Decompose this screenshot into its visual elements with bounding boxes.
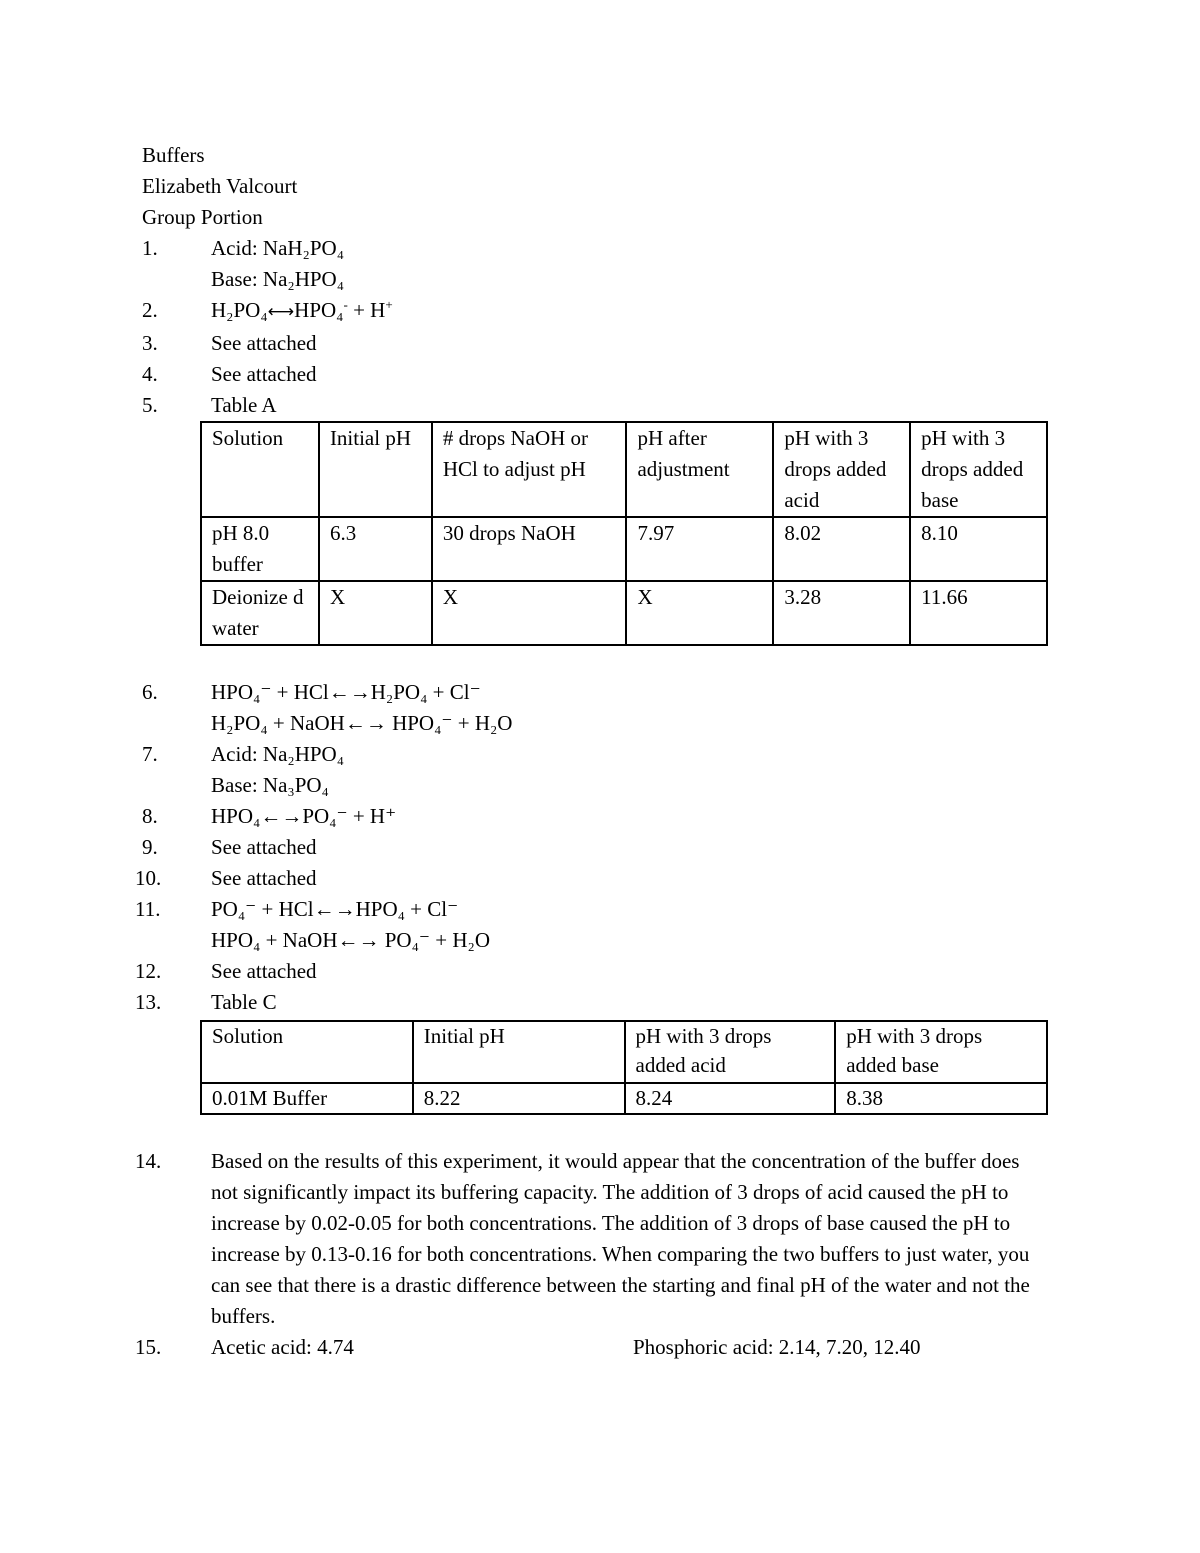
table-c-wrap <box>211 1020 1048 1115</box>
table-cell: 8.10 <box>910 517 1047 581</box>
table-header-cell: Initial pH <box>319 422 432 517</box>
table-cell: pH 8.0 buffer <box>201 517 319 581</box>
table-row <box>201 1083 1047 1114</box>
document-title: Buffers <box>142 143 205 167</box>
table-cell: 3.28 <box>773 581 910 645</box>
item-number: 12. <box>135 959 162 983</box>
item-text: See attached <box>211 866 317 890</box>
table-cell: 8.24 <box>625 1083 836 1114</box>
list-item-10 <box>135 863 1048 894</box>
list-item-13 <box>135 987 1048 1018</box>
table-header-cell: pH with 3 drops added acid <box>773 422 910 517</box>
section-heading: Group Portion <box>142 205 263 229</box>
equation-text: H₂PO₄←→HPO₄- + H+ <box>211 297 393 322</box>
list-item-15 <box>135 1332 1048 1363</box>
table-header-cell: # drops NaOH or HCl to adjust pH <box>432 422 627 517</box>
equation-text: HPO₄ + NaOH←→ PO₄⁻ + H₂O <box>211 928 490 952</box>
item-number: 5. <box>142 393 158 417</box>
table-caption: Table C <box>211 990 277 1014</box>
item-number: 8. <box>142 804 158 828</box>
list-item-8 <box>142 801 1048 832</box>
table-cell: 6.3 <box>319 517 432 581</box>
table-cell: 8.22 <box>413 1083 625 1114</box>
list-item-14 <box>135 1146 1048 1332</box>
equation-text: HPO₄⁻ + HCl←→H₂PO₄ + Cl⁻ <box>211 680 481 704</box>
item-number: 11. <box>135 897 161 921</box>
item-number: 4. <box>142 362 158 386</box>
item-number: 15. <box>135 1335 162 1359</box>
list-item-11 <box>135 894 1048 956</box>
table-cell: 11.66 <box>910 581 1047 645</box>
table-row <box>201 581 1047 645</box>
base-text: Base: Na₂HPO₄ <box>211 267 345 291</box>
list-item-5 <box>142 390 1048 421</box>
table-header-cell: pH with 3 drops added base <box>835 1021 1047 1083</box>
author-name: Elizabeth Valcourt <box>142 174 298 198</box>
table-header-cell: Initial pH <box>413 1021 625 1083</box>
acid-text: Acid: Na₂HPO₄ <box>211 742 345 766</box>
list-item-12 <box>135 956 1048 987</box>
acid-text: Acid: NaH₂PO₄ <box>211 236 345 260</box>
item-text: See attached <box>211 331 317 355</box>
table-cell: X <box>319 581 432 645</box>
table-cell: Deionize d water <box>201 581 319 645</box>
table-row <box>201 517 1047 581</box>
item-number: 1. <box>142 236 158 260</box>
acetic-acid-pka: Acetic acid: 4.74 <box>211 1335 354 1359</box>
table-caption: Table A <box>211 393 277 417</box>
item-number: 14. <box>135 1149 162 1173</box>
table-a <box>200 421 1048 646</box>
table-header-row <box>201 422 1047 517</box>
equation-text: HPO₄←→PO₄⁻ + H⁺ <box>211 804 397 828</box>
table-cell: 8.02 <box>773 517 910 581</box>
table-cell: 8.38 <box>835 1083 1047 1114</box>
item-number: 3. <box>142 331 158 355</box>
phosphoric-acid-pka: Phosphoric acid: 2.14, 7.20, 12.40 <box>633 1335 921 1359</box>
item-number: 7. <box>142 742 158 766</box>
item-text: See attached <box>211 362 317 386</box>
item-number: 9. <box>142 835 158 859</box>
list-item-3 <box>142 328 1048 359</box>
list-item-2 <box>142 295 1048 328</box>
table-cell: 30 drops NaOH <box>432 517 627 581</box>
table-header-cell: Solution <box>201 422 319 517</box>
table-cell: 0.01M Buffer <box>201 1083 413 1114</box>
item-number: 6. <box>142 680 158 704</box>
table-header-cell: Solution <box>201 1021 413 1083</box>
table-cell: 7.97 <box>626 517 773 581</box>
table-cell: X <box>626 581 773 645</box>
conclusion-paragraph: Based on the results of this experiment, it would appear that the concentration of the buffer does not significantly impact its buffering capacity. The addition of 3 drops of acid caused the pH to increase by 0.02-0.05 for both concentrations. The addition of 3 drops of base caused the pH to increase by 0.13-0.16 for both concentrations. When comparing the two buffers to just water, you can see that there is a drastic difference between the starting and final pH of the water and not the buffers. <box>211 1149 1030 1328</box>
item-text: See attached <box>211 835 317 859</box>
table-a-wrap <box>211 421 1048 646</box>
item-number: 10. <box>135 866 162 890</box>
table-header-cell: pH with 3 drops added base <box>910 422 1047 517</box>
list-item-1 <box>142 233 1048 295</box>
equation-text: H₂PO₄ + NaOH←→ HPO₄⁻ + H₂O <box>211 711 513 735</box>
table-header-cell: pH with 3 drops added acid <box>625 1021 836 1083</box>
item-number: 2. <box>142 298 158 322</box>
table-header-cell: pH after adjustment <box>626 422 773 517</box>
document-page <box>135 140 1048 1363</box>
table-cell: X <box>432 581 627 645</box>
base-text: Base: Na₃PO₄ <box>211 773 329 797</box>
item-number: 13. <box>135 990 162 1014</box>
item-text: See attached <box>211 959 317 983</box>
list-item-7 <box>142 739 1048 801</box>
equation-text: PO₄⁻ + HCl←→HPO₄ + Cl⁻ <box>211 897 459 921</box>
table-header-row <box>201 1021 1047 1083</box>
table-c <box>200 1020 1048 1115</box>
list-item-4 <box>142 359 1048 390</box>
list-item-9 <box>142 832 1048 863</box>
list-item-6 <box>142 677 1048 739</box>
